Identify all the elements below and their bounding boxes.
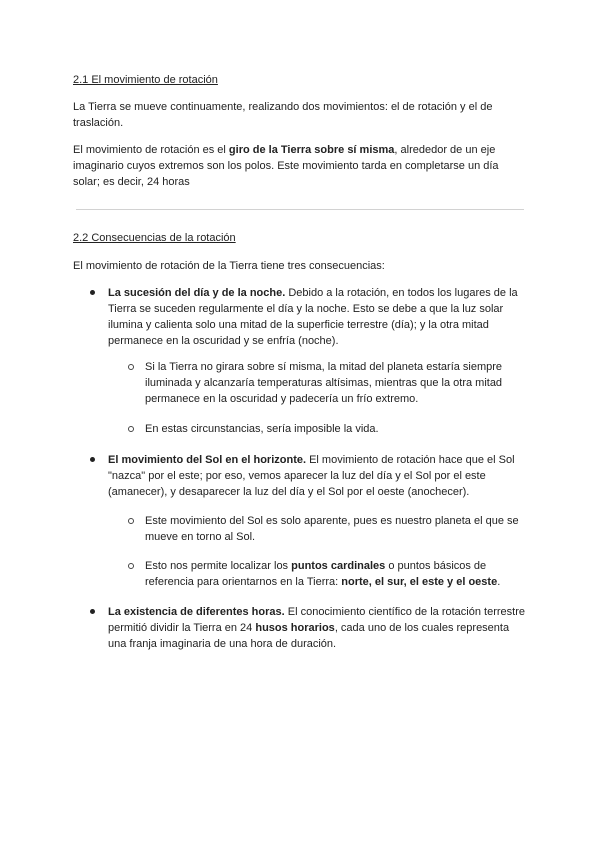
text-run: , alrededor de un eje imaginario cuyos extremos son los polos. Este movimiento tarda en completarse un día solar; es decir, 24 horas [73,144,499,188]
bold-text: puntos cardinales [291,560,386,572]
bullet-dot-icon [90,457,95,462]
bullet-circle-icon [128,518,134,524]
text-run: El movimiento de rotación hace que el Sol "nazca" por el este; por eso, vemos aparecer la luz del día y el Sol por el este (amanecer), y desaparecer la luz del día y el Sol por el oeste (anochecer). [108,454,515,498]
bold-text: La sucesión del día y de la noche. [108,287,286,299]
section-heading-consequences: 2.2 Consecuencias de la rotación [73,232,236,244]
bold-text: giro de la Tierra sobre sí misma [228,144,395,156]
text-run: El conocimiento científico de la rotación terrestre permitió dividir la Tierra en 24 [108,606,525,634]
bold-text: norte, el sur, el este y el oeste [341,576,498,588]
text-run: Esto nos permite localizar los [145,560,292,572]
sub-list-item [145,558,525,590]
list-item-time-zones [108,604,528,652]
horizontal-divider [76,209,524,210]
list-item-day-night [108,285,528,349]
text-run: Debido a la rotación, en todos los lugares de la Tierra se suceden regularmente el día y la noche. Esto se debe a que la luz solar ilumina y calienta solo una mitad de la superficie terrestre (día); y la otra mitad permanece en la oscuridad y se enfría (noche). [108,287,518,347]
bullet-circle-icon [128,364,134,370]
paragraph-rotation-definition [73,142,528,190]
sub-list-item: Si la Tierra no girara sobre sí misma, la mitad del planeta estaría siempre iluminada y alcanzaría temperaturas altísimas, mientras que la otra mitad permanece en la oscuridad y padecería un frío extremo. [145,361,503,405]
bold-text: husos horarios [255,622,335,634]
bullet-dot-icon [90,290,95,295]
text-run: o puntos básicos de referencia para orientarnos en la Tierra: [145,560,487,588]
bold-text: La existencia de diferentes horas. [108,606,285,618]
text-run: . [497,576,501,588]
paragraph-consequences-intro: El movimiento de rotación de la Tierra tiene tres consecuencias: [73,260,385,272]
paragraph-movements: La Tierra se mueve continuamente, realizando dos movimientos: el de rotación y el de traslación. [73,101,493,129]
section-heading-rotation: 2.1 El movimiento de rotación [73,74,218,86]
text-run: El movimiento de rotación es el [73,144,229,156]
list-item-sun-horizon [108,452,528,500]
sub-list-item: En estas circunstancias, sería imposible la vida. [145,423,379,435]
bullet-dot-icon [90,609,95,614]
sub-list-item: Este movimiento del Sol es solo aparente, pues es nuestro planeta el que se mueve en torno al Sol. [145,515,519,543]
bullet-circle-icon [128,563,134,569]
bold-text: El movimiento del Sol en el horizonte. [108,454,307,466]
text-run: , cada uno de los cuales representa una franja imaginaria de una hora de duración. [108,622,510,650]
bullet-circle-icon [128,426,134,432]
